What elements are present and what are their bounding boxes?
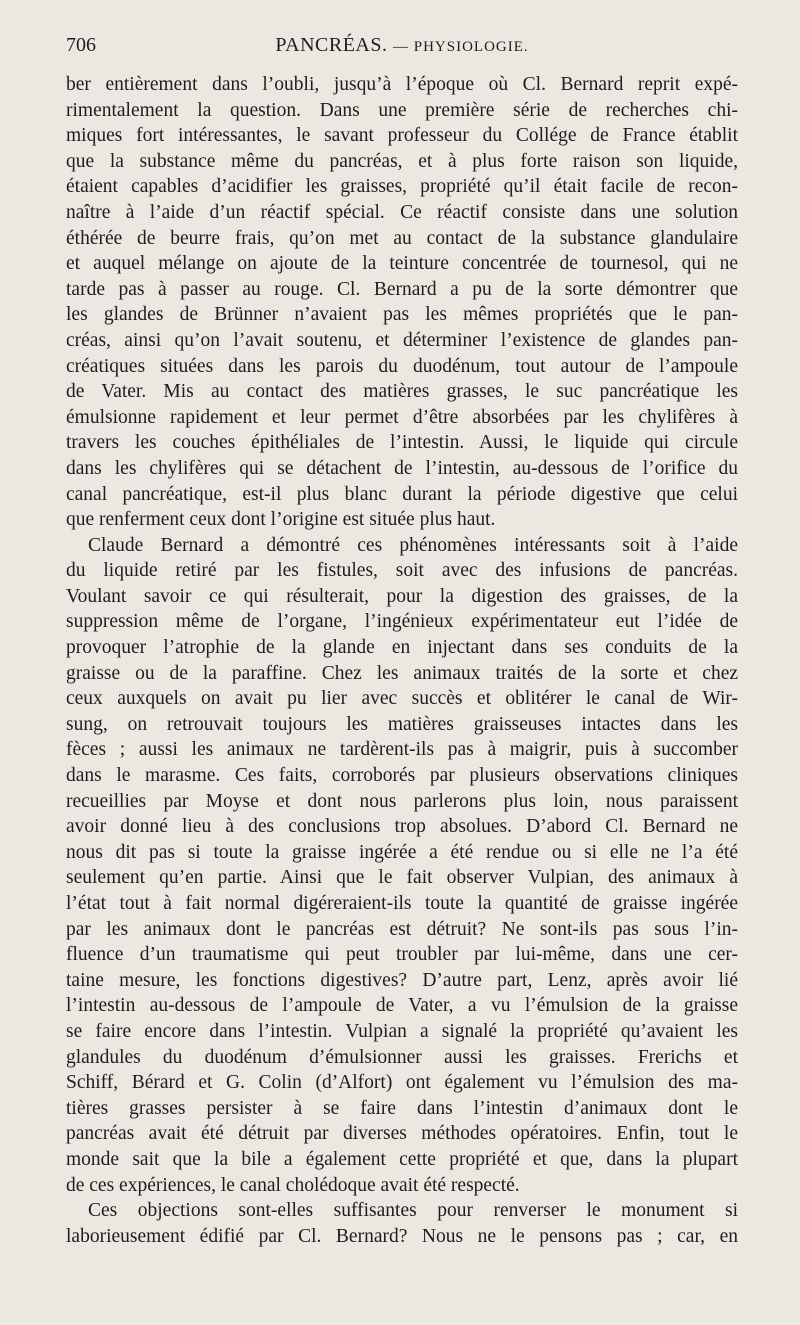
text-line: que renferment ceux dont l’origine est située plus haut.: [66, 509, 496, 531]
text-line: fluence d’un traumatisme qui peut troubler par lui-même, dans une cer-: [66, 944, 738, 966]
page-number: 706: [66, 34, 96, 56]
text-line: l’intestin au-dessous de l’ampoule de Vater, a vu l’émulsion de la graisse: [66, 995, 738, 1017]
text-line: provoquer l’atrophie de la glande en injectant dans ses conduits de la: [66, 637, 738, 659]
text-line: canal pancréatique, est-il plus blanc durant la période digestive que celui: [66, 483, 738, 505]
running-title-main: PANCRÉAS.: [275, 34, 388, 56]
text-line: seulement qu’en partie. Ainsi que le fait observer Vulpian, des animaux à: [66, 867, 738, 889]
text-line: de ces expériences, le canal cholédoque avait été respecté.: [66, 1174, 520, 1196]
text-line: Schiff, Bérard et G. Colin (d’Alfort) ont également vu l’émulsion des ma-: [66, 1072, 738, 1094]
text-line: Voulant savoir ce qui résulterait, pour la digestion des graisses, de la: [66, 585, 738, 607]
running-title-sub: — PHYSIOLOGIE.: [392, 39, 529, 55]
text-line: taine mesure, les fonctions digestives? D’autre part, Lenz, après avoir lié: [66, 969, 738, 991]
text-line: glandules du duodénum d’émulsionner aussi les graisses. Frerichs et: [66, 1046, 738, 1068]
text-line: Ces objections sont-elles suffisantes pour renverser le monument si: [88, 1200, 738, 1222]
text-line: se faire encore dans l’intestin. Vulpian a signalé la propriété qu’avaient les: [66, 1020, 738, 1042]
text-line: tières grasses persister à se faire dans l’intestin d’animaux dont le: [66, 1097, 738, 1119]
text-line: du liquide retiré par les fistules, soit avec des infusions de pancréas.: [66, 560, 738, 582]
text-line: fèces ; aussi les animaux ne tardèrent-ils pas à maigrir, puis à succomber: [66, 739, 738, 761]
text-line: dans le marasme. Ces faits, corroborés par plusieurs observations cliniques: [66, 765, 738, 787]
text-line: naître à l’aide d’un réactif spécial. Ce réactif consiste dans une solution: [66, 201, 738, 223]
text-line: rimentalement la question. Dans une première série de recherches chi-: [66, 99, 738, 121]
text-line: éthérée de beurre frais, qu’on met au contact de la substance glandulaire: [66, 227, 738, 249]
text-line: ber entièrement dans l’oubli, jusqu’à l’époque où Cl. Bernard reprit expé-: [66, 74, 738, 95]
running-title: [66, 34, 738, 57]
text-line: pancréas avait été détruit par diverses méthodes opératoires. Enfin, tout le: [66, 1123, 738, 1145]
text-line: et auquel mélange on ajoute de la teinture concentrée de tournesol, qui ne: [66, 253, 738, 275]
text-line: avoir donné lieu à des conclusions trop absolues. D’abord Cl. Bernard ne: [66, 816, 738, 838]
text-line: laborieusement édifié par Cl. Bernard? Nous ne le pensons pas ; car, en: [66, 1225, 738, 1247]
text-line: nous dit pas si toute la graisse ingérée a été rendue ou si elle ne l’a été: [66, 841, 738, 863]
text-line: créatiques situées dans les parois du duodénum, tout autour de l’ampoule: [66, 355, 738, 377]
text-line: recueillies par Moyse et dont nous parlerons plus loin, nous paraissent: [66, 790, 738, 812]
text-line: Claude Bernard a démontré ces phénomènes intéressants soit à l’aide: [88, 534, 738, 556]
body-text: [66, 72, 738, 1249]
text-line: travers les couches épithéliales de l’intestin. Aussi, le liquide qui circule: [66, 432, 738, 454]
text-line: graisse ou de la paraffine. Chez les animaux traités de la sorte et chez: [66, 662, 738, 684]
text-line: sung, on retrouvait toujours les matières graisseuses intactes dans les: [66, 713, 738, 735]
page-header: [66, 34, 738, 64]
text-line: étaient capables d’acidifier les graisses, propriété qu’il était facile de recon-: [66, 176, 738, 198]
text-line: ceux auxquels on avait pu lier avec succès et oblitérer le canal de Wir-: [66, 688, 738, 710]
text-line: l’état tout à fait normal digéreraient-ils toute la quantité de graisse ingérée: [66, 893, 738, 914]
text-line: que la substance même du pancréas, et à plus forte raison son liquide,: [66, 150, 738, 172]
text-line: de Vater. Mis au contact des matières grasses, le suc pancréatique les: [66, 381, 738, 403]
text-line: créas, ainsi qu’on l’avait soutenu, et déterminer l’existence de glandes pan-: [66, 329, 738, 351]
text-line: par les animaux dont le pancréas est détruit? Ne sont-ils pas sous l’in-: [66, 918, 738, 940]
text-line: miques fort intéressantes, le savant professeur du Collége de France établit: [66, 125, 738, 147]
text-line: monde sait que la bile a également cette propriété et que, dans la plupart: [66, 1148, 738, 1170]
text-line: suppression même de l’organe, l’ingénieux expérimentateur eut l’idée de: [66, 611, 738, 633]
text-line: les glandes de Brünner n’avaient pas les mêmes propriétés que le pan-: [66, 304, 738, 326]
text-line: dans les chylifères qui se détachent de l’intestin, au-dessous de l’orifice du: [66, 457, 738, 479]
text-line: tarde pas à passer au rouge. Cl. Bernard a pu de la sorte démontrer que: [66, 278, 738, 300]
text-line: émulsionne rapidement et leur permet d’être absorbées par les chylifères à: [66, 406, 738, 428]
